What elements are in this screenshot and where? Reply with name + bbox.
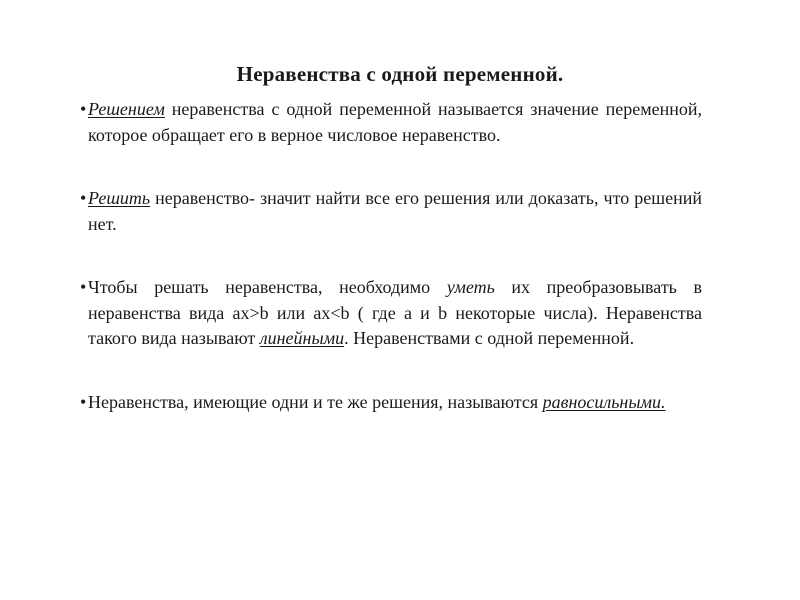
term-equivalent: равносильными. — [542, 391, 666, 412]
bullet: • — [80, 391, 87, 412]
paragraph-text: . Неравенствами с одной переменной. — [344, 328, 635, 348]
paragraph-equivalent — [80, 390, 702, 416]
bullet: • — [80, 99, 87, 119]
paragraph-definition — [80, 97, 702, 148]
slide-title: Неравенства с одной переменной. — [236, 62, 564, 86]
term-solve: Решить — [88, 188, 151, 208]
bullet: • — [80, 277, 87, 297]
paragraph-text: Чтобы решать неравенства, необходимо — [88, 277, 447, 297]
paragraph-solve — [80, 186, 702, 237]
term-linear: линейными — [259, 328, 345, 348]
emphasis-able: уметь — [446, 277, 495, 297]
paragraph-text: неравенство- значит найти все его решения или доказать, что решений нет. — [88, 188, 702, 234]
slide-body — [80, 97, 703, 415]
paragraph-text: их преобразовывать в неравенства вида ax>b или ax<b ( где a и b некоторые числа). Неравенства такого вида называют — [88, 277, 703, 348]
paragraph-text: Неравенства, имеющие одни и те же решения, называются — [88, 391, 543, 412]
paragraph-text: неравенства с одной переменной называется значение переменной, которое обращает его в верное числовое неравенство. — [88, 99, 702, 145]
term-solution: Решением — [88, 99, 165, 119]
bullet: • — [80, 188, 87, 208]
paragraph-linear — [80, 275, 703, 352]
